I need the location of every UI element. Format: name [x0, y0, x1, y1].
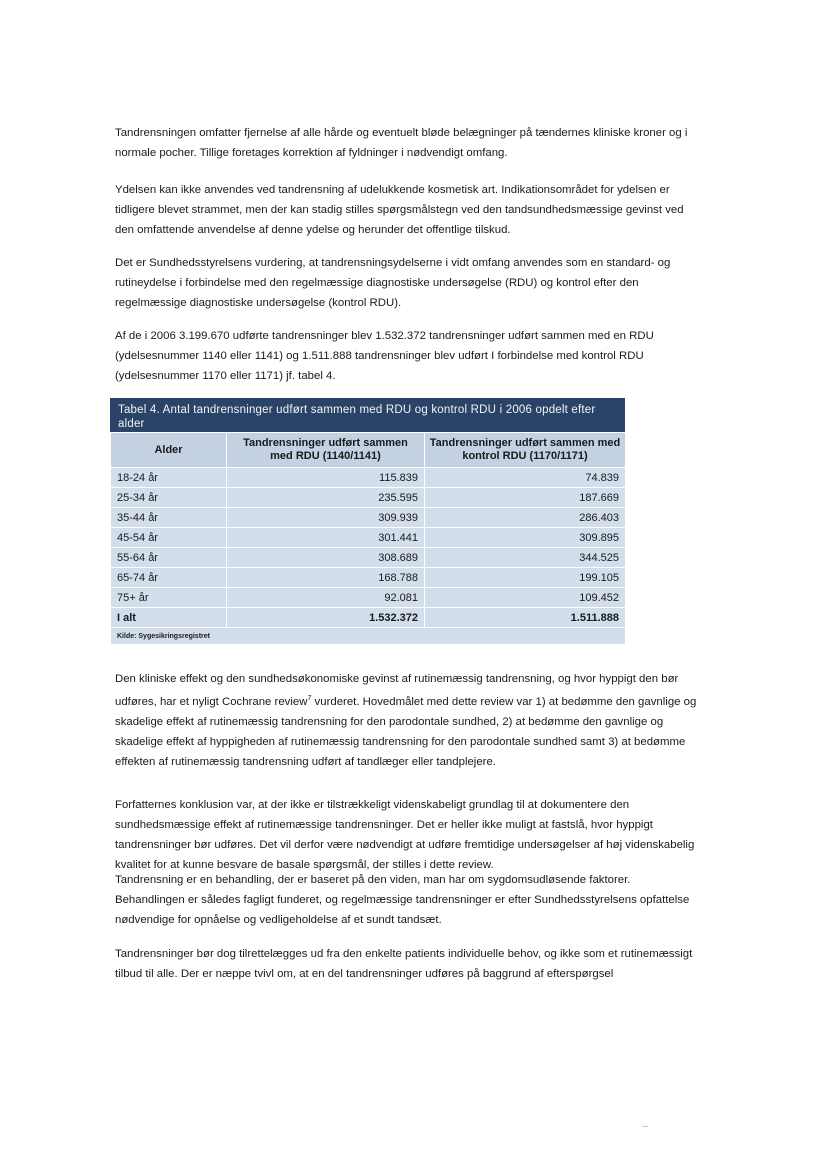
- table-row: [111, 548, 626, 568]
- cell-rdu: 92.081: [227, 588, 425, 608]
- header-alder: Alder: [111, 433, 227, 468]
- cell-rdu: 301.441: [227, 528, 425, 548]
- cell-kontrol: 187.669: [425, 488, 626, 508]
- paragraph-cochrane-review: [115, 669, 700, 772]
- cell-age: 55-64 år: [111, 548, 227, 568]
- paragraph-indikation: Ydelsen kan ikke anvendes ved tandrensning af udelukkende kosmetisk art. Indikationsområdet for ydelsen er tidligere blevet strammet, men der kan stadig stilles spørgsmålstegn ved den tandsundhedsmæssige gevinst ved den omfattende anvendelse af denne ydelse og herunder det offentlige tilskud.: [115, 184, 684, 236]
- paragraph-tandrensning-definition: Tandrensningen omfatter fjernelse af alle hårde og eventuelt bløde belægninger på tændernes kliniske kroner og i normale pocher. Tillige foretages korrektion af fyldninger i nødvendigt omfang.: [115, 127, 688, 159]
- cell-age: 65-74 år: [111, 568, 227, 588]
- table-grid: [110, 432, 626, 645]
- cell-rdu: 308.689: [227, 548, 425, 568]
- paragraph-cochrane-text-2: vurderet. Hovedmålet med dette review var 1) at bedømme den gavnlige og skadelige effekt af rutinemæssig tandrensning for den parodontale sundhed, 2) at bedømme den gavnlige og skadelige effekt af hyppigheden af rutinemæssig tandrensning for den parodontale sundhed samt 3) at bedømme effekten af rutinemæssig tandrensning udført af tandlæger eller tandplejere.: [115, 695, 697, 768]
- cell-kontrol: 109.452: [425, 588, 626, 608]
- cell-age: 35-44 år: [111, 508, 227, 528]
- table-row: [111, 568, 626, 588]
- table-total-row: [111, 608, 626, 628]
- cell-age: 18-24 år: [111, 468, 227, 488]
- cell-rdu: 235.595: [227, 488, 425, 508]
- footnote-reference: 7: [307, 695, 312, 702]
- paragraph-behandling: Tandrensning er en behandling, der er baseret på den viden, man har om sygdomsudløsende faktorer. Behandlingen er således fagligt funderet, og regelmæssige tandrensninger er efter Sundhedsstyrelsens opfattelse nødvendige for opnåelse og vedligeholdelse af et sundt tandsæt.: [115, 874, 690, 926]
- cell-age: 25-34 år: [111, 488, 227, 508]
- cell-total-label: I alt: [111, 608, 227, 628]
- cell-kontrol: 286.403: [425, 508, 626, 528]
- cell-rdu: 309.939: [227, 508, 425, 528]
- cell-total-kontrol: 1.511.888: [425, 608, 626, 628]
- table-row: [111, 588, 626, 608]
- paragraph-forfatternes-konklusion: Forfatternes konklusion var, at der ikke er tilstrækkeligt videnskabeligt grundlag til at dokumentere den sundhedsmæssige effekt af rutinemæssige tandrensninger. Det er heller ikke muligt at fastslå, hvor hyppigt tandrensninger bør udføres. Det vil derfor være nødvendigt at udføre fremtidige undersøgelser af høj videnskabelig kvalitet for at kunne besvare de basale spørgsmål, der stilles i dette review.: [115, 799, 695, 871]
- table-source: Kilde: Sygesikringsregistret: [111, 628, 626, 645]
- table-row: [111, 508, 626, 528]
- table-source-row: [111, 628, 626, 645]
- table-title: Tabel 4. Antal tandrensninger udført sammen med RDU og kontrol RDU i 2006 opdelt efter alder: [110, 398, 625, 432]
- scan-mark: [642, 1126, 648, 1127]
- cell-total-rdu: 1.532.372: [227, 608, 425, 628]
- header-kontrol-rdu: Tandrensninger udført sammen med kontrol RDU (1170/1171): [425, 433, 626, 468]
- cell-kontrol: 199.105: [425, 568, 626, 588]
- cell-age: 45-54 år: [111, 528, 227, 548]
- cell-kontrol: 309.895: [425, 528, 626, 548]
- table-row: [111, 488, 626, 508]
- paragraph-individuelle-behov: Tandrensninger bør dog tilrettelægges ud fra den enkelte patients individuelle behov, og ikke som et rutinemæssigt tilbud til alle. Der er næppe tvivl om, at en del tandrensninger udføres på baggrund af efterspørgsel: [115, 948, 693, 980]
- header-rdu: Tandrensninger udført sammen med RDU (1140/1141): [227, 433, 425, 468]
- cell-kontrol: 74.839: [425, 468, 626, 488]
- table-4: [110, 398, 625, 645]
- paragraph-statistik-2006: Af de i 2006 3.199.670 udførte tandrensninger blev 1.532.372 tandrensninger udført sammen med en RDU (ydelsesnummer 1140 eller 1141) og 1.511.888 tandrensninger blev udført I forbindelse med kontrol RDU (ydelsesnummer 1170 eller 1171) jf. tabel 4.: [115, 330, 654, 382]
- table-header-row: [111, 433, 626, 468]
- cell-rdu: 115.839: [227, 468, 425, 488]
- cell-age: 75+ år: [111, 588, 227, 608]
- cell-rdu: 168.788: [227, 568, 425, 588]
- paragraph-cochrane-text-1: Den kliniske effekt og den sundhedsøkonomiske gevinst af rutinemæssig tandrensning, og hvor hyppigt den bør udføres, har et nyligt Cochrane review: [115, 673, 679, 708]
- cell-kontrol: 344.525: [425, 548, 626, 568]
- table-row: [111, 528, 626, 548]
- paragraph-sundhedsstyrelsen-vurdering: Det er Sundhedsstyrelsens vurdering, at tandrensningsydelserne i vidt omfang anvendes som en standard- og rutineydelse i forbindelse med den regelmæssige diagnostiske undersøgelse (RDU) og kontrol efter den regelmæssige diagnostiske undersøgelse (kontrol RDU).: [115, 257, 671, 309]
- table-row: [111, 468, 626, 488]
